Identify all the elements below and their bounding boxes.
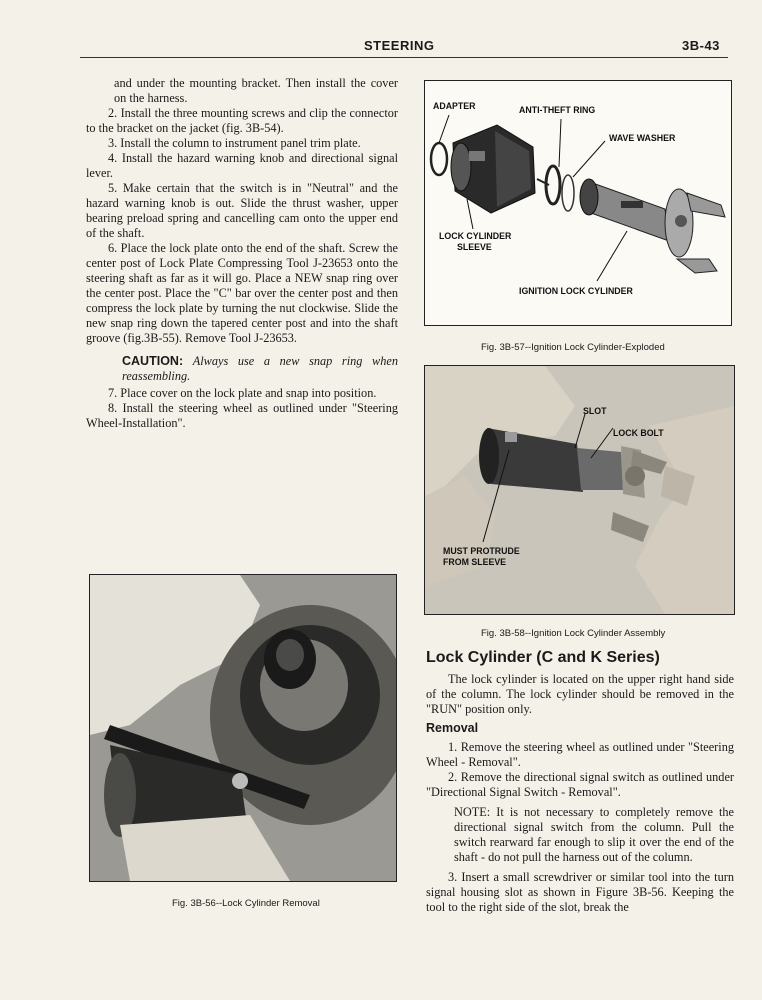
cylinder-leader	[597, 231, 627, 281]
left-column-text	[86, 76, 398, 431]
paragraph-continued: and under the mounting bracket. Then install the cover on the harness.	[114, 76, 398, 105]
figure-3b-57-exploded-diagram	[424, 80, 732, 326]
section-title: Lock Cylinder (C and K Series)	[426, 649, 660, 666]
anti-theft-ring-leader	[559, 119, 561, 167]
section-intro: The lock cylinder is located on the upper right hand side of the column. The lock cylinder should be removed in the "RUN" position only.	[426, 672, 734, 716]
label-anti-theft-ring: ANTI-THEFT RING	[519, 105, 596, 115]
step-5: 5. Make certain that the switch is in "Neutral" and the hazard warning knob is out. Slide the thrust washer, upper bearing preload spring and cancelling cam onto the upper end of the shaft.	[86, 181, 398, 240]
caution-note	[86, 354, 398, 384]
label-adapter: ADAPTER	[433, 101, 476, 111]
removal-note: NOTE: It is not necessary to completely remove the directional signal switch from the column. Pull the switch rearward far enough to slip it over the end of the shaft - do not pull the harness out of the column.	[454, 805, 734, 864]
removal-step-3: 3. Insert a small screwdriver or similar tool into the turn signal housing slot as shown in Figure 3B-56. Keeping the tool to the right side of the slot, break the	[426, 870, 734, 914]
figure-3b-56-caption: Fig. 3B-56--Lock Cylinder Removal	[172, 898, 320, 909]
running-header-title: STEERING	[364, 38, 435, 53]
step-2: 2. Install the three mounting screws and clip the connector to the bracket on the jacket (fig. 3B-54).	[86, 106, 398, 135]
wave-washer	[562, 175, 574, 211]
removal-step-1: 1. Remove the steering wheel as outlined under "Steering Wheel - Removal".	[426, 740, 734, 769]
ignition-lock-cylinder	[580, 179, 725, 273]
step-3: 3. Install the column to instrument panel trim plate.	[108, 136, 361, 150]
label-must-protrude-line2: FROM SLEEVE	[443, 557, 507, 567]
screw-head	[232, 773, 248, 789]
caution-label: CAUTION:	[122, 354, 184, 368]
label-wave-washer: WAVE WASHER	[609, 133, 676, 143]
sleeve-leader	[467, 199, 473, 229]
step-6: 6. Place the lock plate onto the end of the shaft. Screw the center post of Lock Plate Compressing Tool J-23653 onto the steering shaft as far as it will go. Place a NEW snap ring over the center post. Place the "C" bar over the center post and then compress the lock plate by turning the nut clockwise. Slide the new snap ring down the tapered center post and into the shaft groove (fig.3B-55). Remove Tool J-23653.	[86, 241, 398, 345]
removal-heading: Removal	[426, 721, 479, 735]
figure-3b-56-photo	[89, 574, 397, 882]
label-must-protrude-line1: MUST PROTRUDE	[443, 546, 520, 556]
label-ignition-lock-cylinder: IGNITION LOCK CYLINDER	[519, 286, 633, 296]
header-rule	[80, 57, 728, 58]
removal-step-2: 2. Remove the directional signal switch as outlined under "Directional Signal Switch - Removal".	[426, 770, 734, 799]
label-lock-cylinder-sleeve-line2: SLEEVE	[457, 242, 492, 252]
right-column-text	[426, 672, 734, 915]
step-7: 7. Place cover on the lock plate and snap into position.	[108, 386, 377, 400]
assembly-photo	[425, 366, 734, 614]
removal-photo	[90, 575, 396, 881]
label-lock-bolt: LOCK BOLT	[613, 428, 664, 438]
adapter-leader	[439, 115, 449, 143]
label-slot: SLOT	[583, 406, 607, 416]
wave-washer-leader	[573, 141, 605, 177]
step-4: 4. Install the hazard warning knob and directional signal lever.	[86, 151, 398, 180]
lock-cylinder-sleeve	[451, 125, 535, 213]
caution-text: Always use a new snap ring when reassembling.	[122, 354, 398, 383]
figure-3b-58-caption: Fig. 3B-58--Ignition Lock Cylinder Assembly	[481, 628, 666, 639]
figure-3b-57-caption: Fig. 3B-57--Ignition Lock Cylinder-Exploded	[481, 342, 665, 353]
page-number: 3B-43	[682, 38, 720, 53]
step-8: 8. Install the steering wheel as outlined under "Steering Wheel-Installation".	[86, 401, 398, 430]
figure-3b-58-photo	[424, 365, 735, 615]
adapter-ring	[431, 143, 447, 175]
label-lock-cylinder-sleeve-line1: LOCK CYLINDER	[439, 231, 512, 241]
